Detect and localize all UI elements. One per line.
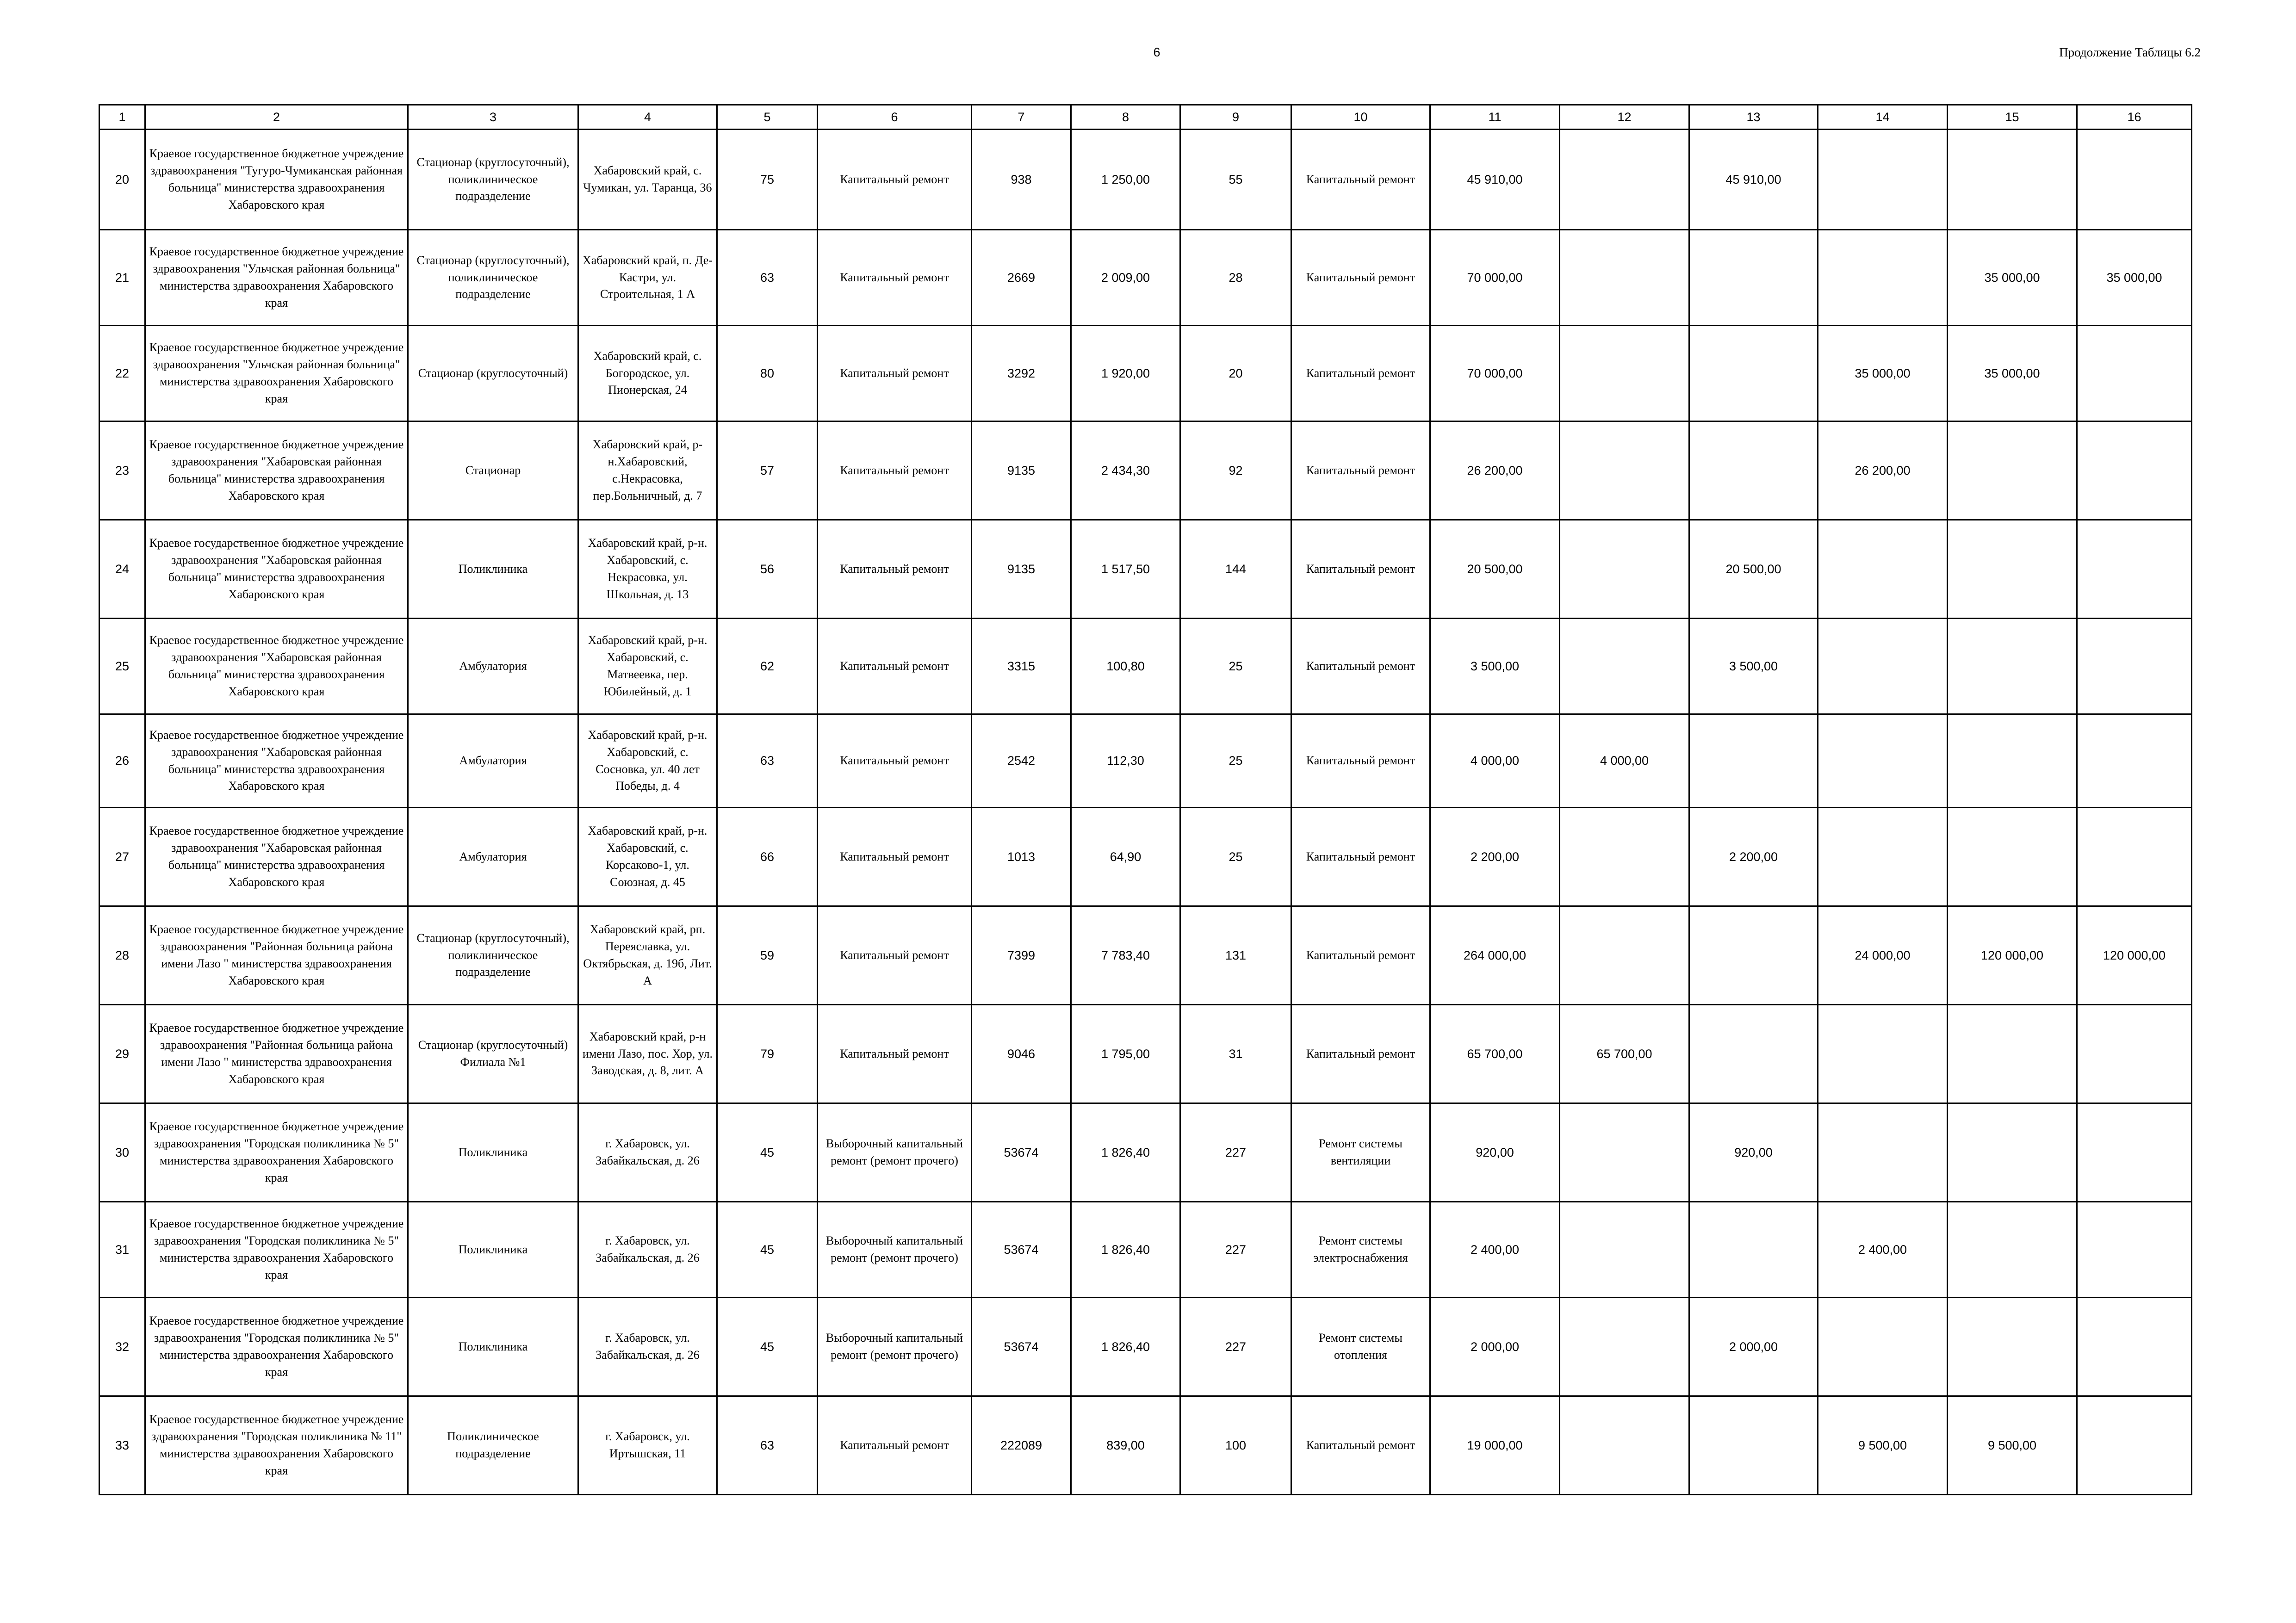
cell-total-amount: 264 000,00 [1430, 906, 1560, 1005]
cell-year-built: 45 [717, 1298, 818, 1396]
cell-organization: Краевое государственное бюджетное учреждение здравоохранения "Тугуро-Чумиканская районная больница" министерства здравоохранения Хабаровского края [145, 130, 408, 230]
cell-repair-type: Ремонт системы вентиляции [1291, 1103, 1430, 1202]
cell-repair-type: Капитальный ремонт [1291, 326, 1430, 421]
cell-year-built: 63 [717, 230, 818, 326]
cell-address: г. Хабаровск, ул. Забайкальская, д. 26 [578, 1298, 717, 1396]
cell-organization: Краевое государственное бюджетное учреждение здравоохранения "Ульчская районная больница" министерства здравоохранения Хабаровского края [145, 326, 408, 421]
cell-cost: 1 826,40 [1071, 1298, 1180, 1396]
cell-amount-col-16 [2077, 1103, 2192, 1202]
cell-total-amount: 70 000,00 [1430, 230, 1560, 326]
cell-organization: Краевое государственное бюджетное учреждение здравоохранения "Хабаровская районная больница" министерства здравоохранения Хабаровского края [145, 520, 408, 619]
cell-amount-col-14 [1818, 230, 1948, 326]
cell-amount-col-16: 120 000,00 [2077, 906, 2192, 1005]
table-row [99, 1103, 2192, 1202]
cell-work-type: Выборочный капитальный ремонт (ремонт прочего) [818, 1103, 972, 1202]
cell-address: Хабаровский край, р-н.Хабаровский, с.Некрасовка, пер.Больничный, д. 7 [578, 421, 717, 520]
column-header: 2 [145, 105, 408, 130]
cell-amount-col-14 [1818, 808, 1948, 906]
cell-area: 9135 [972, 520, 1071, 619]
cell-wear-percent: 25 [1180, 619, 1291, 714]
cell-wear-percent: 227 [1180, 1202, 1291, 1298]
cell-total-amount: 70 000,00 [1430, 326, 1560, 421]
cell-amount-col-12 [1560, 906, 1689, 1005]
cell-work-type: Капитальный ремонт [818, 421, 972, 520]
cell-unit-type: Поликлиника [408, 1298, 578, 1396]
cell-row-number: 33 [99, 1396, 145, 1495]
cell-wear-percent: 25 [1180, 808, 1291, 906]
cell-cost: 2 434,30 [1071, 421, 1180, 520]
cell-amount-col-14 [1818, 619, 1948, 714]
cell-amount-col-15 [1948, 714, 2077, 808]
cell-amount-col-12 [1560, 130, 1689, 230]
cell-organization: Краевое государственное бюджетное учреждение здравоохранения "Городская поликлиника № 5" министерства здравоохранения Хабаровского края [145, 1298, 408, 1396]
cell-amount-col-14: 9 500,00 [1818, 1396, 1948, 1495]
cell-amount-col-16 [2077, 808, 2192, 906]
cell-unit-type: Поликлиника [408, 1103, 578, 1202]
cell-repair-type: Капитальный ремонт [1291, 230, 1430, 326]
page-number: 6 [1153, 45, 1160, 59]
cell-cost: 100,80 [1071, 619, 1180, 714]
cell-work-type: Капитальный ремонт [818, 520, 972, 619]
column-header: 8 [1071, 105, 1180, 130]
column-header: 5 [717, 105, 818, 130]
cell-wear-percent: 20 [1180, 326, 1291, 421]
cell-amount-col-13 [1689, 421, 1818, 520]
cell-amount-col-13: 3 500,00 [1689, 619, 1818, 714]
cell-row-number: 24 [99, 520, 145, 619]
cell-organization: Краевое государственное бюджетное учреждение здравоохранения "Хабаровская районная больница" министерства здравоохранения Хабаровского края [145, 421, 408, 520]
cell-amount-col-13 [1689, 1396, 1818, 1495]
column-header: 6 [818, 105, 972, 130]
cell-repair-type: Ремонт системы электроснабжения [1291, 1202, 1430, 1298]
cell-work-type: Капитальный ремонт [818, 326, 972, 421]
cell-year-built: 59 [717, 906, 818, 1005]
cell-unit-type: Поликлиника [408, 520, 578, 619]
cell-amount-col-16 [2077, 130, 2192, 230]
cell-year-built: 66 [717, 808, 818, 906]
cell-area: 938 [972, 130, 1071, 230]
cell-address: г. Хабаровск, ул. Иртышская, 11 [578, 1396, 717, 1495]
cell-area: 53674 [972, 1103, 1071, 1202]
cell-area: 9046 [972, 1005, 1071, 1103]
cell-work-type: Капитальный ремонт [818, 1005, 972, 1103]
cell-year-built: 57 [717, 421, 818, 520]
cell-amount-col-13: 2 000,00 [1689, 1298, 1818, 1396]
table-row [99, 1298, 2192, 1396]
cell-amount-col-12 [1560, 326, 1689, 421]
cell-amount-col-13 [1689, 906, 1818, 1005]
cell-amount-col-14 [1818, 130, 1948, 230]
cell-row-number: 31 [99, 1202, 145, 1298]
cell-organization: Краевое государственное бюджетное учреждение здравоохранения "Городская поликлиника № 5" министерства здравоохранения Хабаровского края [145, 1202, 408, 1298]
column-header: 16 [2077, 105, 2192, 130]
table-row [99, 1202, 2192, 1298]
cell-amount-col-14 [1818, 520, 1948, 619]
cell-wear-percent: 144 [1180, 520, 1291, 619]
cell-amount-col-15: 35 000,00 [1948, 326, 2077, 421]
cell-cost: 1 517,50 [1071, 520, 1180, 619]
cell-amount-col-16 [2077, 714, 2192, 808]
cell-unit-type: Стационар (круглосуточный), поликлиническое подразделение [408, 230, 578, 326]
cell-amount-col-15 [1948, 808, 2077, 906]
cell-area: 3315 [972, 619, 1071, 714]
cell-cost: 7 783,40 [1071, 906, 1180, 1005]
cell-address: Хабаровский край, р-н. Хабаровский, с. Корсаково-1, ул. Союзная, д. 45 [578, 808, 717, 906]
cell-total-amount: 26 200,00 [1430, 421, 1560, 520]
cell-area: 222089 [972, 1396, 1071, 1495]
cell-amount-col-16 [2077, 421, 2192, 520]
column-header: 13 [1689, 105, 1818, 130]
cell-total-amount: 920,00 [1430, 1103, 1560, 1202]
cell-address: Хабаровский край, р-н. Хабаровский, с. Некрасовка, ул. Школьная, д. 13 [578, 520, 717, 619]
cell-work-type: Капитальный ремонт [818, 714, 972, 808]
cell-row-number: 32 [99, 1298, 145, 1396]
cell-amount-col-13 [1689, 1202, 1818, 1298]
cell-wear-percent: 227 [1180, 1298, 1291, 1396]
column-header: 10 [1291, 105, 1430, 130]
cell-amount-col-16 [2077, 1298, 2192, 1396]
table-body [99, 105, 2192, 1495]
cell-amount-col-12 [1560, 1202, 1689, 1298]
cell-area: 3292 [972, 326, 1071, 421]
cell-row-number: 25 [99, 619, 145, 714]
cell-address: Хабаровский край, рп. Переяславка, ул. Октябрьская, д. 19б, Лит. А [578, 906, 717, 1005]
cell-total-amount: 2 400,00 [1430, 1202, 1560, 1298]
cell-cost: 1 795,00 [1071, 1005, 1180, 1103]
cell-unit-type: Стационар (круглосуточный), поликлиническое подразделение [408, 906, 578, 1005]
cell-amount-col-16 [2077, 1005, 2192, 1103]
column-header: 3 [408, 105, 578, 130]
cell-amount-col-12 [1560, 1103, 1689, 1202]
cell-address: Хабаровский край, р-н. Хабаровский, с. Сосновка, ул. 40 лет Победы, д. 4 [578, 714, 717, 808]
cell-organization: Краевое государственное бюджетное учреждение здравоохранения "Ульчская районная больница" министерства здравоохранения Хабаровского края [145, 230, 408, 326]
cell-amount-col-15 [1948, 1103, 2077, 1202]
cell-amount-col-13 [1689, 230, 1818, 326]
cell-work-type: Капитальный ремонт [818, 619, 972, 714]
cell-cost: 64,90 [1071, 808, 1180, 906]
cell-wear-percent: 92 [1180, 421, 1291, 520]
table-row [99, 130, 2192, 230]
cell-repair-type: Капитальный ремонт [1291, 808, 1430, 906]
cell-amount-col-16 [2077, 1202, 2192, 1298]
cell-amount-col-15 [1948, 1298, 2077, 1396]
table-row [99, 714, 2192, 808]
table-row [99, 326, 2192, 421]
cell-cost: 1 250,00 [1071, 130, 1180, 230]
cell-total-amount: 65 700,00 [1430, 1005, 1560, 1103]
cell-work-type: Выборочный капитальный ремонт (ремонт прочего) [818, 1298, 972, 1396]
cell-area: 2669 [972, 230, 1071, 326]
cell-amount-col-13: 920,00 [1689, 1103, 1818, 1202]
cell-repair-type: Капитальный ремонт [1291, 1005, 1430, 1103]
cell-amount-col-14: 24 000,00 [1818, 906, 1948, 1005]
column-header: 9 [1180, 105, 1291, 130]
cell-amount-col-12: 4 000,00 [1560, 714, 1689, 808]
cell-amount-col-12 [1560, 520, 1689, 619]
cell-work-type: Капитальный ремонт [818, 1396, 972, 1495]
column-number-row [99, 105, 2192, 130]
cell-address: г. Хабаровск, ул. Забайкальская, д. 26 [578, 1202, 717, 1298]
table-row [99, 520, 2192, 619]
cell-amount-col-15 [1948, 130, 2077, 230]
cell-area: 53674 [972, 1202, 1071, 1298]
cell-organization: Краевое государственное бюджетное учреждение здравоохранения "Городская поликлиника № 11" министерства здравоохранения Хабаровского края [145, 1396, 408, 1495]
cell-organization: Краевое государственное бюджетное учреждение здравоохранения "Хабаровская районная больница" министерства здравоохранения Хабаровского края [145, 808, 408, 906]
cell-row-number: 29 [99, 1005, 145, 1103]
cell-amount-col-14: 35 000,00 [1818, 326, 1948, 421]
cell-work-type: Капитальный ремонт [818, 906, 972, 1005]
cell-unit-type: Стационар (круглосуточный) Филиала №1 [408, 1005, 578, 1103]
cell-year-built: 75 [717, 130, 818, 230]
cell-amount-col-12 [1560, 230, 1689, 326]
column-header: 14 [1818, 105, 1948, 130]
cell-cost: 1 826,40 [1071, 1103, 1180, 1202]
cell-amount-col-15: 120 000,00 [1948, 906, 2077, 1005]
cell-area: 53674 [972, 1298, 1071, 1396]
cell-total-amount: 45 910,00 [1430, 130, 1560, 230]
cell-year-built: 56 [717, 520, 818, 619]
cell-organization: Краевое государственное бюджетное учреждение здравоохранения "Городская поликлиника № 5" министерства здравоохранения Хабаровского края [145, 1103, 408, 1202]
cell-amount-col-13: 45 910,00 [1689, 130, 1818, 230]
column-header: 4 [578, 105, 717, 130]
cell-cost: 2 009,00 [1071, 230, 1180, 326]
cell-unit-type: Амбулатория [408, 619, 578, 714]
cell-year-built: 63 [717, 714, 818, 808]
cell-amount-col-13 [1689, 326, 1818, 421]
cell-area: 7399 [972, 906, 1071, 1005]
cell-amount-col-12 [1560, 1298, 1689, 1396]
cell-wear-percent: 131 [1180, 906, 1291, 1005]
cell-wear-percent: 55 [1180, 130, 1291, 230]
table-row [99, 1005, 2192, 1103]
cell-amount-col-16 [2077, 326, 2192, 421]
cell-amount-col-15 [1948, 1005, 2077, 1103]
cell-row-number: 20 [99, 130, 145, 230]
cell-organization: Краевое государственное бюджетное учреждение здравоохранения "Хабаровская районная больница" министерства здравоохранения Хабаровского края [145, 714, 408, 808]
cell-area: 1013 [972, 808, 1071, 906]
cell-repair-type: Капитальный ремонт [1291, 619, 1430, 714]
cell-amount-col-15 [1948, 421, 2077, 520]
cell-year-built: 79 [717, 1005, 818, 1103]
cell-total-amount: 2 200,00 [1430, 808, 1560, 906]
cell-unit-type: Поликлиника [408, 1202, 578, 1298]
table-row [99, 808, 2192, 906]
cell-wear-percent: 25 [1180, 714, 1291, 808]
cell-cost: 112,30 [1071, 714, 1180, 808]
cell-unit-type: Стационар (круглосуточный), поликлиническое подразделение [408, 130, 578, 230]
cell-unit-type: Стационар [408, 421, 578, 520]
cell-amount-col-12 [1560, 619, 1689, 714]
cell-wear-percent: 31 [1180, 1005, 1291, 1103]
cell-unit-type: Поликлиническое подразделение [408, 1396, 578, 1495]
cell-total-amount: 4 000,00 [1430, 714, 1560, 808]
cell-amount-col-12 [1560, 808, 1689, 906]
cell-year-built: 80 [717, 326, 818, 421]
cell-amount-col-16 [2077, 1396, 2192, 1495]
cell-amount-col-16 [2077, 520, 2192, 619]
cell-total-amount: 2 000,00 [1430, 1298, 1560, 1396]
cell-amount-col-12 [1560, 421, 1689, 520]
cell-cost: 1 826,40 [1071, 1202, 1180, 1298]
cell-wear-percent: 100 [1180, 1396, 1291, 1495]
cell-area: 9135 [972, 421, 1071, 520]
cell-work-type: Выборочный капитальный ремонт (ремонт прочего) [818, 1202, 972, 1298]
cell-unit-type: Стационар (круглосуточный) [408, 326, 578, 421]
cell-address: Хабаровский край, с. Богородское, ул. Пионерская, 24 [578, 326, 717, 421]
cell-amount-col-14 [1818, 1005, 1948, 1103]
cell-year-built: 45 [717, 1202, 818, 1298]
cell-unit-type: Амбулатория [408, 714, 578, 808]
cell-amount-col-14: 2 400,00 [1818, 1202, 1948, 1298]
table-row [99, 230, 2192, 326]
cell-amount-col-14 [1818, 1298, 1948, 1396]
table-continuation-label: Продолжение Таблицы 6.2 [2059, 45, 2201, 59]
cell-amount-col-15: 9 500,00 [1948, 1396, 2077, 1495]
cell-amount-col-14 [1818, 1103, 1948, 1202]
cell-amount-col-13: 2 200,00 [1689, 808, 1818, 906]
cell-row-number: 23 [99, 421, 145, 520]
cell-total-amount: 20 500,00 [1430, 520, 1560, 619]
cell-amount-col-14 [1818, 714, 1948, 808]
column-header: 15 [1948, 105, 2077, 130]
cell-total-amount: 19 000,00 [1430, 1396, 1560, 1495]
cell-amount-col-15 [1948, 619, 2077, 714]
column-header: 11 [1430, 105, 1560, 130]
cell-repair-type: Капитальный ремонт [1291, 906, 1430, 1005]
cell-amount-col-13 [1689, 1005, 1818, 1103]
cell-amount-col-13: 20 500,00 [1689, 520, 1818, 619]
cell-wear-percent: 227 [1180, 1103, 1291, 1202]
cell-repair-type: Капитальный ремонт [1291, 130, 1430, 230]
cell-amount-col-15 [1948, 1202, 2077, 1298]
cell-repair-type: Ремонт системы отопления [1291, 1298, 1430, 1396]
cell-address: г. Хабаровск, ул. Забайкальская, д. 26 [578, 1103, 717, 1202]
cell-address: Хабаровский край, с. Чумикан, ул. Таранца, 36 [578, 130, 717, 230]
cell-amount-col-16: 35 000,00 [2077, 230, 2192, 326]
table-row [99, 619, 2192, 714]
cell-area: 2542 [972, 714, 1071, 808]
capital-repair-table [99, 104, 2192, 1495]
cell-amount-col-15 [1948, 520, 2077, 619]
cell-organization: Краевое государственное бюджетное учреждение здравоохранения "Хабаровская районная больница" министерства здравоохранения Хабаровского края [145, 619, 408, 714]
cell-repair-type: Капитальный ремонт [1291, 421, 1430, 520]
cell-row-number: 21 [99, 230, 145, 326]
column-header: 1 [99, 105, 145, 130]
cell-address: Хабаровский край, р-н имени Лазо, пос. Хор, ул. Заводская, д. 8, лит. А [578, 1005, 717, 1103]
cell-year-built: 63 [717, 1396, 818, 1495]
cell-repair-type: Капитальный ремонт [1291, 1396, 1430, 1495]
cell-row-number: 28 [99, 906, 145, 1005]
cell-year-built: 45 [717, 1103, 818, 1202]
cell-cost: 839,00 [1071, 1396, 1180, 1495]
cell-amount-col-15: 35 000,00 [1948, 230, 2077, 326]
cell-row-number: 26 [99, 714, 145, 808]
cell-amount-col-16 [2077, 619, 2192, 714]
cell-amount-col-12 [1560, 1396, 1689, 1495]
cell-amount-col-12: 65 700,00 [1560, 1005, 1689, 1103]
cell-amount-col-13 [1689, 714, 1818, 808]
cell-row-number: 30 [99, 1103, 145, 1202]
table-row [99, 906, 2192, 1005]
cell-row-number: 22 [99, 326, 145, 421]
cell-repair-type: Капитальный ремонт [1291, 520, 1430, 619]
cell-address: Хабаровский край, п. Де-Кастри, ул. Строительная, 1 А [578, 230, 717, 326]
cell-organization: Краевое государственное бюджетное учреждение здравоохранения "Районная больница района имени Лазо " министерства здравоохранения Хабаровского края [145, 906, 408, 1005]
cell-address: Хабаровский край, р-н. Хабаровский, с. Матвеевка, пер. Юбилейный, д. 1 [578, 619, 717, 714]
cell-organization: Краевое государственное бюджетное учреждение здравоохранения "Районная больница района имени Лазо " министерства здравоохранения Хабаровского края [145, 1005, 408, 1103]
cell-amount-col-14: 26 200,00 [1818, 421, 1948, 520]
cell-total-amount: 3 500,00 [1430, 619, 1560, 714]
cell-cost: 1 920,00 [1071, 326, 1180, 421]
table-row [99, 421, 2192, 520]
column-header: 12 [1560, 105, 1689, 130]
cell-repair-type: Капитальный ремонт [1291, 714, 1430, 808]
cell-row-number: 27 [99, 808, 145, 906]
cell-year-built: 62 [717, 619, 818, 714]
cell-work-type: Капитальный ремонт [818, 808, 972, 906]
cell-wear-percent: 28 [1180, 230, 1291, 326]
column-header: 7 [972, 105, 1071, 130]
cell-work-type: Капитальный ремонт [818, 230, 972, 326]
table-row [99, 1396, 2192, 1495]
cell-unit-type: Амбулатория [408, 808, 578, 906]
cell-work-type: Капитальный ремонт [818, 130, 972, 230]
